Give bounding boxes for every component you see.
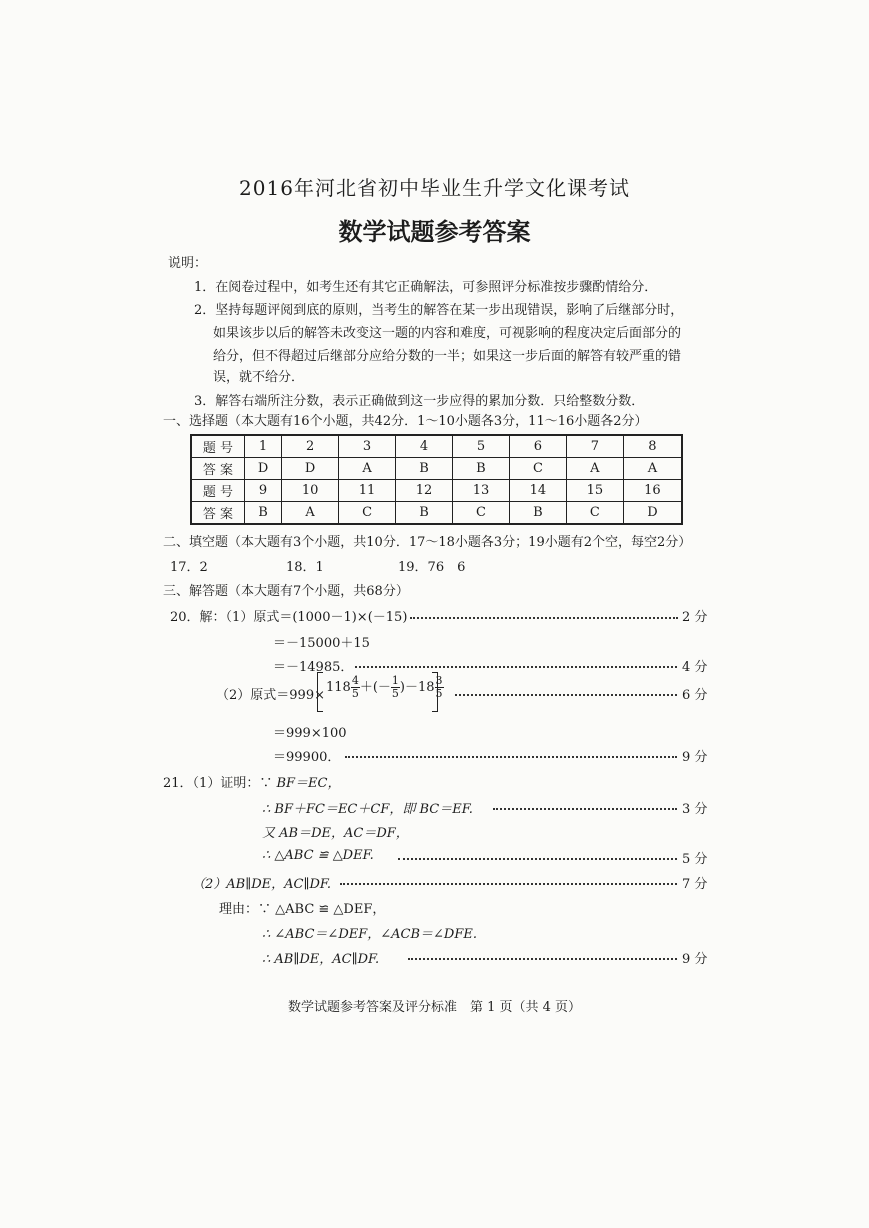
table-cell: 6 <box>509 435 566 458</box>
dot-leader <box>493 808 677 810</box>
table-cell: B <box>245 502 282 525</box>
table-row <box>191 480 682 502</box>
table-row <box>191 458 682 480</box>
table-cell: 14 <box>509 480 566 502</box>
table-cell-label: 题 号 <box>191 435 245 458</box>
q20-line: ＝－15000＋15 <box>273 636 370 651</box>
table-cell: 16 <box>623 480 682 502</box>
mixed-number: 118 <box>326 680 351 695</box>
note-item: 误，就不给分． <box>213 370 305 385</box>
table-cell: B <box>396 458 453 480</box>
q21-line: 理由：∵ △ABC ≌ △DEF， <box>219 902 386 917</box>
answer-17: 17．2 <box>170 560 208 575</box>
q21-line: 21．（1）证明：∵ BF＝EC， <box>163 776 341 791</box>
score-label: 9 分 <box>682 952 708 967</box>
table-cell-label: 答 案 <box>191 502 245 525</box>
note-item: 2．坚持每题评阅到底的原则，当考生的解答在某一步出现错误，影响了后继部分时， <box>194 303 684 318</box>
table-cell: 12 <box>396 480 453 502</box>
table-cell-label: 题 号 <box>191 480 245 502</box>
table-cell: A <box>566 458 623 480</box>
dot-leader <box>455 694 677 696</box>
q21-line: ∴ BF＋FC＝EC＋CF，即 BC＝EF. <box>262 802 473 817</box>
score-label: 5 分 <box>682 852 708 867</box>
document-subtitle: 数学试题参考答案 <box>338 218 531 246</box>
table-cell-label: 答 案 <box>191 458 245 480</box>
table-row <box>191 502 682 525</box>
table-cell: 10 <box>282 480 339 502</box>
operator: )－18 <box>399 680 435 695</box>
note-item: 给分，但不得超过后继部分应给分数的一半；如果这一步后面的解答有较严重的错 <box>213 349 682 364</box>
q20-line: ＝99900． <box>273 750 341 765</box>
table-cell: A <box>282 502 339 525</box>
table-cell: A <box>623 458 682 480</box>
table-cell: D <box>623 502 682 525</box>
section-heading-fill: 二、填空题（本大题有3个小题，共10分．17～18小题各3分；19小题有2个空，每空2分） <box>163 535 692 550</box>
answer-18: 18．1 <box>286 560 324 575</box>
section-heading-solve: 三、解答题（本大题有7个小题，共68分） <box>163 584 409 599</box>
table-cell: C <box>509 458 566 480</box>
note-item: 3．解答右端所注分数，表示正确做到这一步应得的累加分数．只给整数分数． <box>194 394 645 409</box>
notes-heading: 说明： <box>168 256 208 271</box>
note-item: 如果该步以后的解答未改变这一题的内容和难度，可视影响的程度决定后面部分的 <box>213 326 682 341</box>
answer-table <box>190 434 683 525</box>
q20-expression <box>326 675 444 700</box>
table-cell: A <box>339 458 396 480</box>
fraction: $\frac{1}{5}$ <box>391 674 399 700</box>
table-cell: B <box>509 502 566 525</box>
q21-line: ∴ AB∥DE，AC∥DF. <box>262 952 380 967</box>
dot-leader <box>355 666 677 668</box>
table-cell: 15 <box>566 480 623 502</box>
table-cell: 9 <box>245 480 282 502</box>
score-label: 7 分 <box>682 877 708 892</box>
table-cell: 7 <box>566 435 623 458</box>
table-cell: C <box>339 502 396 525</box>
q21-line: （2）AB∥DE，AC∥DF. <box>192 877 332 892</box>
table-cell: 3 <box>339 435 396 458</box>
q21-line: 又 AB＝DE，AC＝DF， <box>262 826 409 841</box>
score-label: 4 分 <box>682 660 708 675</box>
table-cell: 4 <box>396 435 453 458</box>
fraction: $\frac{3}{5}$ <box>435 674 443 700</box>
document-title: 2016年河北省初中毕业生升学文化课考试 <box>239 176 630 200</box>
table-cell: D <box>282 458 339 480</box>
q20-line: 20．解：（1）原式＝(1000－1)×(－15) <box>170 610 408 625</box>
q21-line: ∴ ∠ABC＝∠DEF，∠ACB＝∠DFE. <box>262 927 477 942</box>
page-footer: 数学试题参考答案及评分标准 第 1 页（共 4 页） <box>287 1000 582 1015</box>
dot-leader <box>340 883 677 885</box>
table-cell: 13 <box>452 480 509 502</box>
dot-leader <box>345 756 677 758</box>
note-item: 1．在阅卷过程中，如考生还有其它正确解法，可参照评分标准按步骤酌情给分． <box>194 280 658 295</box>
dot-leader <box>408 958 677 960</box>
table-cell: 11 <box>339 480 396 502</box>
score-label: 3 分 <box>682 802 708 817</box>
q20-part2 <box>216 684 325 703</box>
q20-line: ＝999×100 <box>273 726 347 741</box>
dot-leader <box>398 858 677 860</box>
table-cell: B <box>396 502 453 525</box>
table-cell: C <box>452 502 509 525</box>
dot-leader <box>410 617 678 619</box>
right-bracket <box>432 672 438 712</box>
table-cell: C <box>566 502 623 525</box>
score-label: 2 分 <box>682 610 708 625</box>
answer-19: 19．76 6 <box>398 560 466 575</box>
score-label: 6 分 <box>682 688 708 703</box>
q21-line: ∴ △ABC ≌ △DEF. <box>262 848 374 863</box>
table-cell: 8 <box>623 435 682 458</box>
table-cell: B <box>452 458 509 480</box>
table-row <box>191 435 682 458</box>
section-heading-choice: 一、选择题（本大题有16个小题，共42分．1～10小题各3分，11～16小题各2分） <box>163 414 648 429</box>
q20-line: ＝－14985． <box>273 660 354 675</box>
table-cell: 1 <box>245 435 282 458</box>
q20-part2-prefix: （2）原式＝999× <box>216 688 325 703</box>
table-cell: 2 <box>282 435 339 458</box>
operator: ＋(－ <box>359 680 391 695</box>
score-label: 9 分 <box>682 750 708 765</box>
fraction: $\frac{4}{5}$ <box>351 674 359 700</box>
table-cell: 5 <box>452 435 509 458</box>
table-cell: D <box>245 458 282 480</box>
left-bracket <box>317 672 323 712</box>
